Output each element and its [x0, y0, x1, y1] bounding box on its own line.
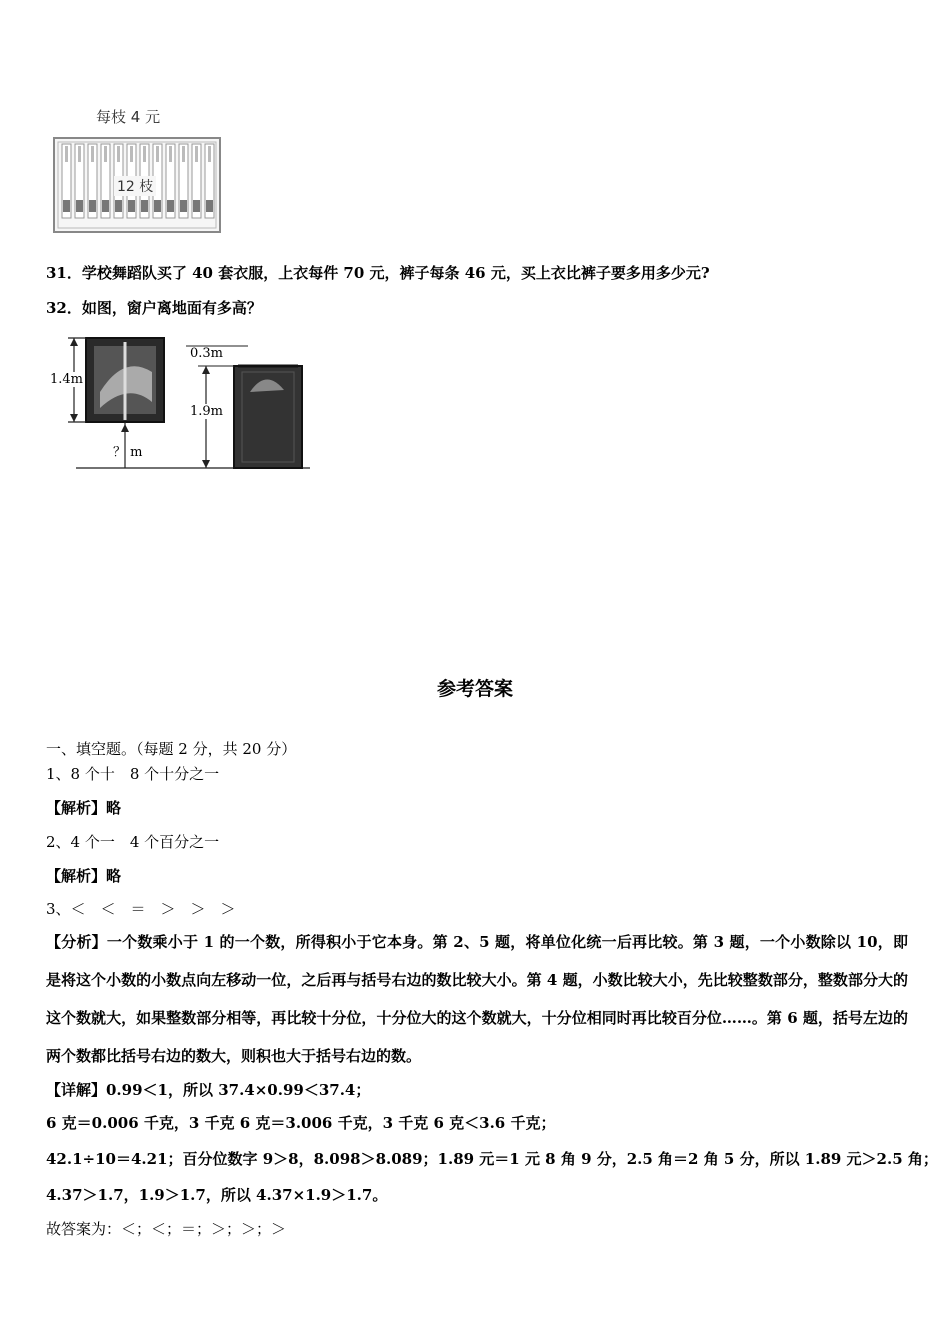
pen-clip — [208, 146, 211, 162]
window-height-label: 1.4m — [50, 372, 84, 387]
answer-2: 2、4 个一 4 个百分之一 — [46, 833, 220, 851]
answer-3-detail-2: 6 克＝0.006 千克，3 千克 6 克＝3.006 千克，3 千克 6 克＜3.6 千克； — [46, 1114, 556, 1132]
window-height-figure — [48, 332, 312, 476]
pen-grip — [63, 200, 70, 212]
pen-count-label: 12 枝 — [114, 176, 156, 196]
unknown-height-label: ？ m — [113, 445, 143, 460]
pen-clip — [65, 146, 68, 162]
pen-grip — [115, 200, 122, 212]
pen-grip — [141, 200, 148, 212]
pen-clip — [117, 146, 120, 162]
answer-3-detail-3: 42.1÷10＝4.21；百分位数字 9＞8，8.098＞8.089；1.89 元＝1 元 8 角 9 分，2.5 角＝2 角 5 分，所以 1.89 元＞2.5 角； — [46, 1150, 938, 1168]
pen-grip — [193, 200, 200, 212]
pen-price-label: 每枝 4 元 — [96, 108, 161, 126]
pen-grip — [102, 200, 109, 212]
answer-3-detail-1: 【详解】0.99＜1，所以 37.4×0.99＜37.4； — [46, 1081, 371, 1099]
pen-grip — [180, 200, 187, 212]
pen-clip — [169, 146, 172, 162]
answer-title: 参考答案 — [436, 678, 513, 700]
answer-1: 1、8 个十 8 个十分之一 — [46, 765, 220, 783]
pen-clip — [156, 146, 159, 162]
answer-3: 3、＜ ＜ ＝ ＞ ＞ ＞ — [46, 900, 236, 918]
question-32: 32．如图，窗户离地面有多高？ — [46, 299, 262, 317]
pen-grip — [206, 200, 213, 212]
answer-3-detail-4: 4.37＞1.7，1.9＞1.7，所以 4.37×1.9＞1.7。 — [46, 1186, 388, 1204]
pen-clip — [195, 146, 198, 162]
pen-grip — [89, 200, 96, 212]
top-gap-label: 0.3m — [190, 346, 224, 361]
pen-clip — [130, 146, 133, 162]
section-heading: 一、填空题。（每题 2 分，共 20 分） — [46, 740, 297, 758]
pen-clip — [104, 146, 107, 162]
pen-grip — [128, 200, 135, 212]
answer-1-note: 【解析】略 — [46, 799, 122, 817]
pen-grip — [154, 200, 161, 212]
pen-box-figure — [52, 100, 227, 240]
pen-grip — [167, 200, 174, 212]
pen-grip — [76, 200, 83, 212]
question-31: 31．学校舞蹈队买了 40 套衣服，上衣每件 70 元，裤子每条 46 元，买上衣比裤子要多用多少元? — [46, 264, 710, 282]
pen-clip — [78, 146, 81, 162]
pen-clip — [143, 146, 146, 162]
pen-clip — [182, 146, 185, 162]
answer-3-final: 故答案为：＜；＜；＝；＞；＞；＞ — [46, 1220, 287, 1238]
answer-3-analysis: 【分析】一个数乘小于 1 的一个数，所得积小于它本身。第 2、5 题，将单位化统一后再比较。第 3 题，一个小数除以 10，即是将这个小数的小数点向左移动一位，之后再与括号右边的数比较大小。第 4 题，小数比较大小，先比较整数部分，整数部分大的这个数就大，如果整数部分相等，再比较十分位，十分位大的这个数就大，十分位相同时再比较百分位……。第 6 题，括号左边的两个数都比括号右边的数大，则积也大于括号右边的数。 — [46, 933, 908, 1065]
cabinet-height-label: 1.9m — [190, 404, 224, 419]
pen-clip — [91, 146, 94, 162]
answer-2-note: 【解析】略 — [46, 867, 122, 885]
